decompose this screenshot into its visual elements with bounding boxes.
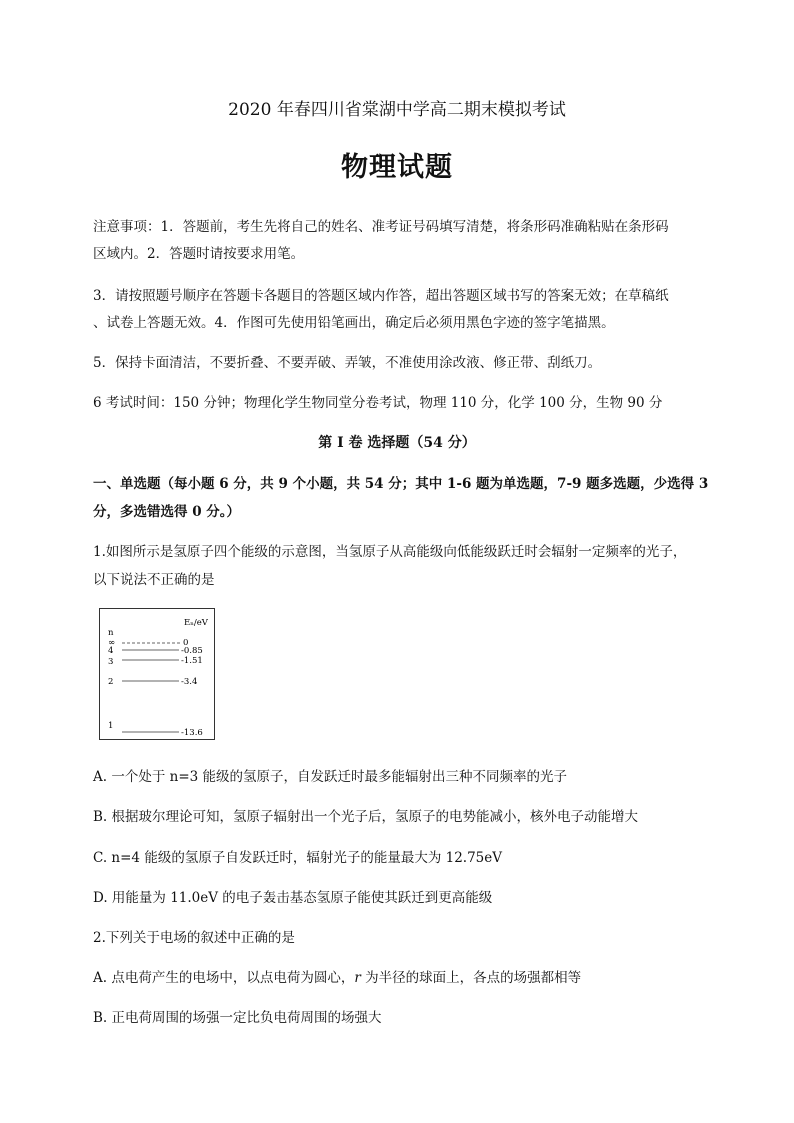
q1-option-b: B. 根据玻尔理论可知，氢原子辐射出一个光子后，氢原子的电势能减小，核外电子动能增大 <box>93 809 639 825</box>
level-n-3: 3 <box>108 657 114 667</box>
subject-title: 物理试题 <box>341 152 453 183</box>
q2-stem: 2.下列关于电场的叙述中正确的是 <box>93 930 295 946</box>
notes-line-1: 注意事项：1．答题前，考生先将自己的姓名、准考证号码填写清楚，将条形码准确粘贴在条形码 <box>93 219 669 235</box>
diagram-frame <box>100 609 215 740</box>
level-energy-1: -13.6 <box>181 728 203 738</box>
notes-line-3: 3．请按照题号顺序在答题卡各题目的答题区域内作答，超出答题区域书写的答案无效；在草稿纸 <box>93 288 669 304</box>
q1-option-c: C. n=4 能级的氢原子自发跃迁时，辐射光子的能量最大为 12.75eV <box>93 850 502 866</box>
q2-option-a-var: r <box>354 970 361 986</box>
level-n-inf: ∞ <box>108 638 116 648</box>
notes-line-6: 6 考试时间：150 分钟；物理化学生物同堂分卷考试，物理 110 分，化学 100 分，生物 90 分 <box>93 395 663 411</box>
q1-option-a: A. 一个处于 n=3 能级的氢原子，自发跃迁时最多能辐射出三种不同频率的光子 <box>93 769 568 785</box>
q1-stem-line-2: 以下说法不正确的是 <box>93 572 215 588</box>
level-energy-2: -3.4 <box>181 677 198 687</box>
level-n-1: 1 <box>108 721 114 731</box>
exam-title: 2020 年春四川省棠湖中学高二期末模拟考试 <box>228 100 566 120</box>
section-instruction-line-1: 一、单选题（每小题 6 分，共 9 个小题，共 54 分；其中 1-6 题为单选题，7-9 题多选题，少选得 3 <box>93 476 709 492</box>
q2-option-b: B. 正电荷周围的场强一定比负电荷周围的场强大 <box>93 1010 382 1026</box>
axis-label: Eₙ/eV <box>184 618 208 628</box>
level-energy-4: -0.85 <box>181 646 203 656</box>
n-label: n <box>108 628 114 638</box>
q2-option-a <box>93 966 581 986</box>
notes-line-4: 、试卷上答题无效。4．作图可先使用铅笔画出，确定后必须用黑色字迹的签字笔描黑。 <box>93 315 615 331</box>
notes-line-5: 5．保持卡面清洁，不要折叠、不要弄破、弄皱，不准使用涂改液、修正带、刮纸刀。 <box>93 355 602 371</box>
energy-level-diagram <box>99 608 215 740</box>
q2-option-a-post: 为半径的球面上，各点的场强都相等 <box>360 970 582 986</box>
level-n-4: 4 <box>108 646 114 656</box>
section-title: 第 I 卷 选择题（54 分） <box>318 435 476 451</box>
notes-line-2: 区域内。2．答题时请按要求用笔。 <box>93 246 305 262</box>
level-energy-3: -1.51 <box>181 656 203 666</box>
level-energy-inf: 0 <box>183 638 189 648</box>
level-n-2: 2 <box>108 677 114 687</box>
section-instruction-line-2: 分，多选错选得 0 分。） <box>93 504 241 520</box>
q1-stem-line-1: 1.如图所示是氢原子四个能级的示意图，当氢原子从高能级向低能级跃迁时会辐射一定频率的光子， <box>93 544 687 560</box>
q2-option-a-pre: A. 点电荷产生的电场中，以点电荷为圆心， <box>93 970 355 986</box>
q1-option-d: D. 用能量为 11.0eV 的电子轰击基态氢原子能使其跃迁到更高能级 <box>93 890 493 906</box>
